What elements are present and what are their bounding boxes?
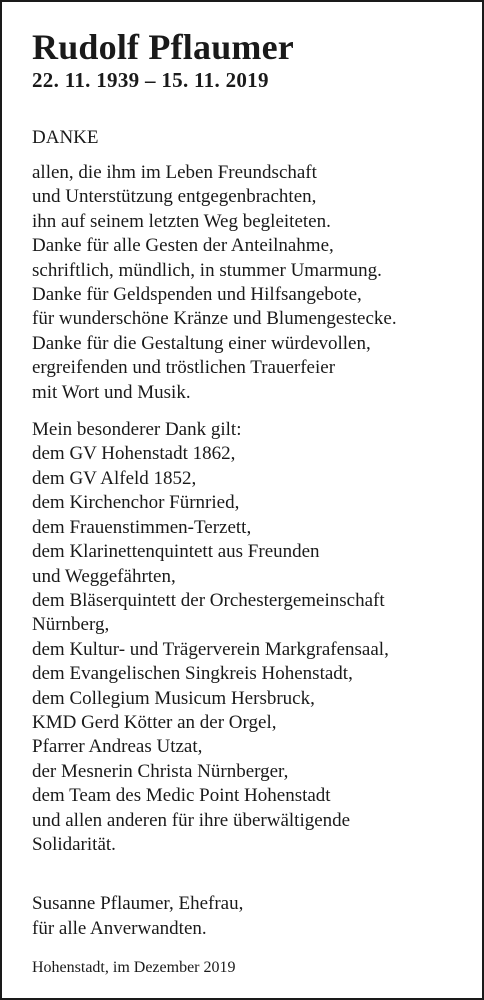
signature-line: für alle Anverwandten.	[32, 917, 207, 939]
text-line: dem Kultur- und Trägerverein Markgrafensaal,	[32, 638, 389, 660]
life-dates: 22. 11. 1939 – 15. 11. 2019	[32, 68, 269, 92]
text-line: dem GV Alfeld 1852,	[32, 467, 197, 489]
text-line: dem Evangelischen Singkreis Hohenstadt,	[32, 663, 353, 685]
text-line: dem Klarinettenquintett aus Freunden	[32, 541, 320, 563]
text-line: der Mesnerin Christa Nürnberger,	[32, 760, 289, 782]
text-line: Pfarrer Andreas Utzat,	[32, 736, 203, 758]
text-line: Danke für die Gestaltung einer würdevollen,	[32, 332, 371, 354]
text-line: Nürnberg,	[32, 614, 110, 636]
text-line: KMD Gerd Kötter an der Orgel,	[32, 711, 277, 733]
text-line: schriftlich, mündlich, in stummer Umarmung.	[32, 259, 382, 281]
text-line: und Unterstützung entgegenbrachten,	[32, 186, 317, 208]
place-date: Hohenstadt, im Dezember 2019	[32, 959, 236, 976]
text-line: Danke für Geldspenden und Hilfsangebote,	[32, 284, 362, 306]
special-thanks-paragraph	[32, 418, 464, 857]
text-line: mit Wort und Musik.	[32, 381, 191, 403]
text-line: dem Collegium Musicum Hersbruck,	[32, 687, 315, 709]
thanks-paragraph	[32, 161, 464, 405]
notice-content	[32, 26, 464, 941]
text-line: dem Frauenstimmen-Terzett,	[32, 516, 252, 538]
text-line: Mein besonderer Dank gilt:	[32, 419, 242, 441]
text-line: ihn auf seinem letzten Weg begleiteten.	[32, 210, 331, 232]
text-line: dem GV Hohenstadt 1862,	[32, 443, 236, 465]
signature-block	[32, 892, 464, 941]
text-line: Solidarität.	[32, 833, 116, 855]
thanks-heading: DANKE	[32, 127, 99, 148]
signature-line: Susanne Pflaumer, Ehefrau,	[32, 893, 244, 915]
text-line: Danke für alle Gesten der Anteilnahme,	[32, 235, 334, 257]
text-line: ergreifenden und tröstlichen Trauerfeier	[32, 357, 336, 379]
text-line: für wunderschöne Kränze und Blumengestecke.	[32, 308, 397, 330]
deceased-name: Rudolf Pflaumer	[32, 27, 294, 67]
text-line: dem Kirchenchor Fürnried,	[32, 492, 240, 514]
text-line: dem Team des Medic Point Hohenstadt	[32, 785, 331, 807]
text-line: und Weggefährten,	[32, 565, 176, 587]
text-line: allen, die ihm im Leben Freundschaft	[32, 162, 317, 183]
text-line: und allen anderen für ihre überwältigende	[32, 809, 351, 831]
text-line: dem Bläserquintett der Orchestergemeinschaft	[32, 589, 385, 611]
